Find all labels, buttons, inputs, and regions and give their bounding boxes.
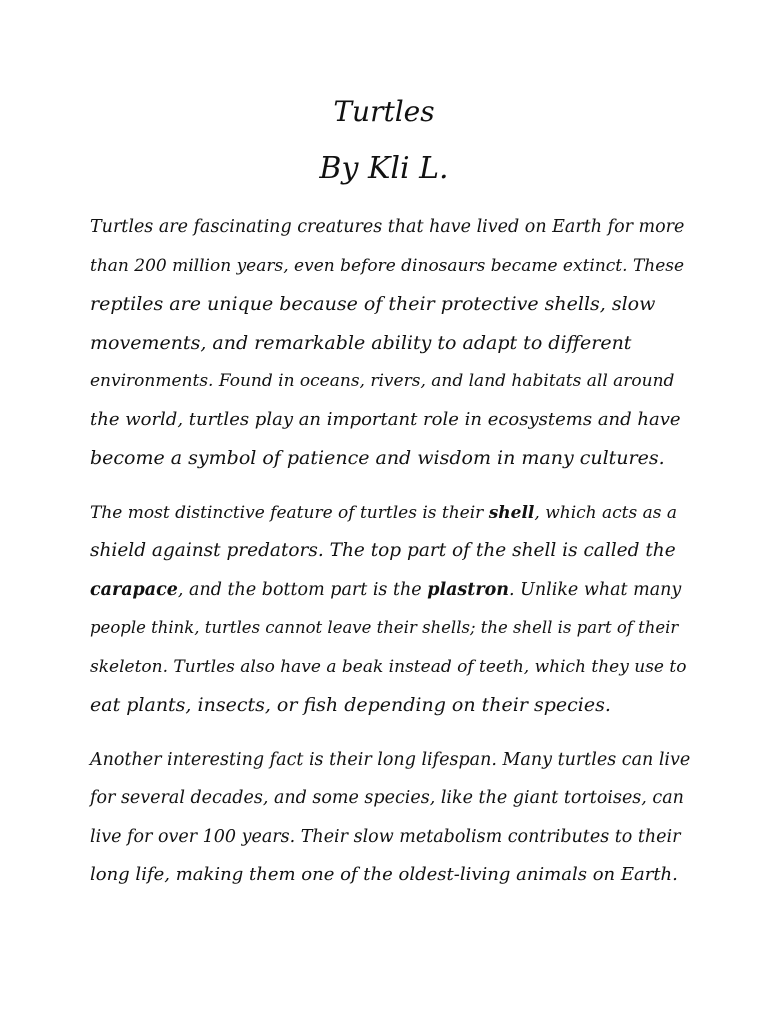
text-line: live for over 100 years. Their slow metabolism contributes to their [90,826,681,847]
document-author: By Kli L. [319,151,449,186]
paragraph-shell [90,494,690,725]
text-fragment: . Unlike what many [508,579,682,600]
text-line: skeleton. Turtles also have a beak instead of teeth, which they use to [90,656,687,677]
text-line: movements, and remarkable ability to adapt to different [90,331,632,354]
text-line: environments. Found in oceans, rivers, and land habitats all around [90,371,675,391]
text-line: become a symbol of patience and wisdom in many cultures. [90,447,665,469]
paragraph-intro [90,208,690,478]
term-carapace: carapace [90,579,178,600]
document-body [90,208,690,911]
text-line: than 200 million years, even before dinosaurs became extinct. These [90,255,685,276]
text-line [90,494,690,533]
term-plastron: plastron [427,579,509,600]
text-line: shield against predators. The top part of the shell is called the [90,540,676,561]
text-line: the world, turtles play an important role in ecosystems and have [90,408,681,430]
text-fragment: , and the bottom part is the [177,579,428,600]
paragraph-lifespan [90,741,690,895]
text-line: Another interesting fact is their long lifespan. Many turtles can live [90,749,691,770]
text-line: long life, making them one of the oldest-living animals on Earth. [90,864,678,885]
text-fragment: , which acts as a [534,502,678,523]
text-line: reptiles are unique because of their protective shells, slow [90,293,656,315]
text-line: eat plants, insects, or fish depending on their species. [90,694,611,716]
text-line: Turtles are fascinating creatures that have lived on Earth for more [90,217,685,237]
term-shell: shell [488,502,535,523]
document-title: Turtles [333,95,435,128]
text-line [90,571,690,610]
text-line: for several decades, and some species, like the giant tortoises, can [90,788,684,808]
text-line: people think, turtles cannot leave their shells; the shell is part of their [90,618,679,637]
text-fragment: The most distinctive feature of turtles is their [90,502,489,523]
